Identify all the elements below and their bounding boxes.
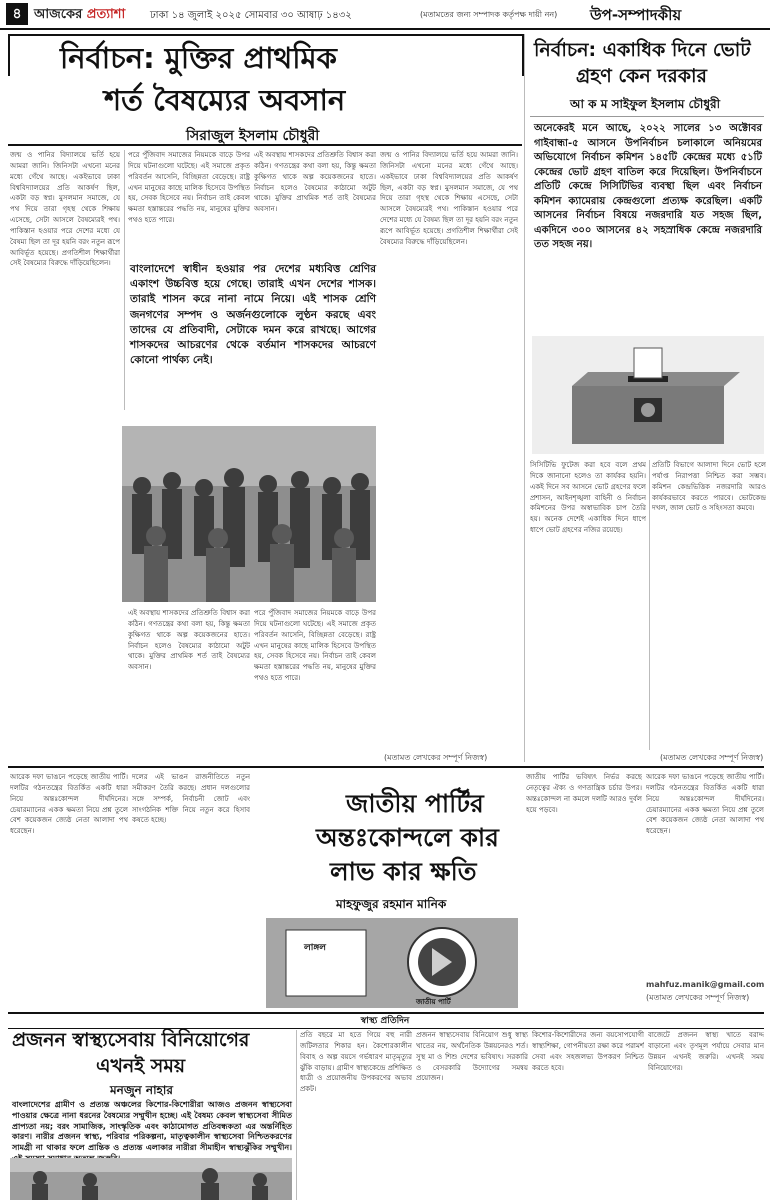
- health-band-label: স্বাস্থ্য প্রতিদিন: [360, 1016, 410, 1026]
- article4-body-b: প্রজনন স্বাস্থ্যসেবায় বিনিয়োগ শুধু স্বাস্থ্য খাতের নয়, অর্থনৈতিক উন্নয়নেরও শর্ত। সুস্থ মা ও শিশু দেশের ভবিষ্যৎ। সরকারি ও বেসরকারি উদ্যোগের সমন্বয় প্রয়োজন।: [416, 1031, 528, 1083]
- article1-body-b: পরে পুঁজিবাদ সমাজের নিয়মকে বাড়ে উপর দিয়ে ঘটনাগুলো ঘটেছে। এই সমাজে প্রকৃত পরিবর্তন আসেনি, বিচ্ছিন্নতা বেড়েছে। রাষ্ট্র এখন মানুষের কাছে মালিক হিসেবে উপস্থিত হয়, সেবক হিসেবে নয়। নির্বাচন তাই কেবল ক্ষমতা হস্তান্তরের পদ্ধতি নয়, মানুষের মুক্তির পথও হতে পারে।: [128, 151, 250, 225]
- article4-body-d: বাজেটে প্রজনন স্বাস্থ্য খাতে বরাদ্দ বাড়ানো এবং তৃণমূল পর্যায়ে সেবার মান উন্নয়ন এখনই জরুরি। এখনই সময় বিনিয়োগের।: [648, 1031, 764, 1072]
- article1-body-d: এই অবস্থায় শাসকদের প্রতিশ্রুতি বিশ্বাস করা কঠিন। গণতন্ত্রের কথা বলা হয়, কিন্তু ক্ষমতা কুক্ষিগত থাকে অল্প কয়েকজনের হাতে। নির্বাচন হলেও বৈষম্যের কাঠামো অটুট থাকে। মুক্তির প্রাথমিক শর্ত তাই বৈষম্যের অবসান।: [128, 609, 250, 672]
- photo-label-plough: লাঙ্গল: [304, 943, 326, 953]
- article1-pullquote: বাংলাদেশে স্বাধীন হওয়ার পর দেশের মধ্যবিত্ত শ্রেণির একাংশ উচ্চবিত্ত হয়ে গেছে। তারাই এখন দেশের শাসক। তারাই শাসন করে নানা নামে নিয়ে। এই শাসক শ্রেণি জনগণের সম্পদ ও অর্জনগুলোকে লুণ্ঠন করছে এবং তাদের যে প্রতিবাদী, সেটাকে দমন করে রাখছে। আগের শাসকদের আচরণের থেকে বর্তমান শাসকদের আচরণে কোনো পার্থক্য নেই।: [130, 263, 376, 367]
- article3-body-a: আরেক দফা ভাঙনে পড়েছে জাতীয় পার্টি। দলটির গঠনতন্ত্রের বিতর্কিত একটি ধারা নিয়ে অন্তঃকোন্দল দীর্ঘদিনের। চেয়ারম্যানের একক ক্ষমতা নিয়ে প্রশ্ন তুলে বেশ কয়েকজন জ্যেষ্ঠ নেতা আলাদা পথ ধরেছেন।: [10, 773, 128, 836]
- article4-deck: বাংলাদেশের গ্রামীণ ও প্রত্যন্ত অঞ্চলের কিশোর-কিশোরীরা আজও প্রজনন স্বাস্থ্যসেবা পাওয়ার ক্ষেত্রে নানা ধরনের বৈষম্যের সম্মুখীন হচ্ছে। এই বৈষম্য কেবল স্বাস্থ্যসেবা সীমিত প্রাপ্যতা নয়; বরং সামাজিক, সাংস্কৃতিক এবং কাঠামোগত প্রতিবন্ধকতা এর অন্তর্নিহিত কারণ। নারীর প্রজনন স্বাস্থ্য, পরিবার পরিকল্পনা, মাতৃত্বকালীন স্বাস্থ্যসেবা নিশ্চিতকরণের সামগ্রী না থাকার ফলে প্রান্তিক ও প্রত্যন্ত এলাকার নারীরা সীমাহীন স্বাস্থ্যঝুঁকির সম্মুখীন।: [12, 1100, 292, 1153]
- section-title: উপ-সম্পাদকীয়: [590, 6, 682, 24]
- article3-body-c: জাতীয় পার্টির ভবিষ্যৎ নির্ভর করছে নেতৃত্বের ঐক্য ও গণতান্ত্রিক চর্চার উপর। অন্তঃকোন্দল না কমলে দলটি আরও দুর্বল হয়ে পড়বে।: [526, 773, 642, 814]
- article2-body-a: সিসিটিভি ফুটেজ করা হবে বলে প্রথম দিকে জানানো হলেও তা কার্যকর হয়নি। একই দিনে সব আসনে ভোট গ্রহণের ফলে প্রশাসন, আইনশৃঙ্খলা বাহিনী ও নির্বাচন কমিশনের উপর অস্বাভাবিক চাপ তৈরি হয়। অনেক দেশেই একাধিক দিনে ধাপে ধাপে ভোট গ্রহণের নজির রয়েছে।: [530, 461, 646, 535]
- article4-headline-1: প্রজনন স্বাস্থ্যসেবায় বিনিয়োগের: [12, 1029, 250, 1051]
- ballot-box-illustration: [532, 336, 764, 454]
- article3-footer: (মতামত লেখকের সম্পূর্ণ নিজস্ব): [646, 993, 750, 1002]
- article1-body-c: জন্ম ও পানির বিদ্যালয়ে ভর্তি হয়ে আমরা জানি। জিনিসটা এখনো মনের মধ্যে গেঁথে আছে। একইভাবে ঢাকা বিশ্ববিদ্যালয়ের প্রতি আকর্ষণ ছিল, একটা বড় স্বপ্ন। মুসলমান সমাজে, যে পথ দিয়ে তারা গৃহস্থ থেকে শিক্ষায় এসেছে, সেটা আসলে বৈষম্যেরই পথ। পাকিস্তান হওয়ার পরে দেশের মধ্যে যে বৈষম্য ছিল তা দূর হয়নি বরং নতুন রূপে আবির্ভূত হয়েছে। প্রগতিশীল শিক্ষার্থীরা সেই বৈষম্যের বিরুদ্ধে দাঁড়িয়েছিলেন।: [380, 151, 518, 246]
- article1-body-b2: এই অবস্থায় শাসকদের প্রতিশ্রুতি বিশ্বাস করা কঠিন। গণতন্ত্রের কথা বলা হয়, কিন্তু ক্ষমতা কুক্ষিগত থাকে অল্প কয়েকজনের হাতে। নির্বাচন হলেও বৈষম্যের কাঠামো অটুট থাকে। মুক্তির প্রাথমিক শর্ত তাই বৈষম্যের অবসান।: [254, 151, 376, 214]
- article1-footer: (মতামত লেখকের সম্পূর্ণ নিজস্ব): [384, 753, 488, 762]
- article2-headline-2: গ্রহণ কেন দরকার: [576, 65, 707, 87]
- article1-photo: [122, 426, 376, 602]
- article4-author: মনজুন নাহার: [110, 1083, 173, 1097]
- article1-body-a: জন্ম ও পানির বিদ্যালয়ে ভর্তি হয়ে আমরা জানি। জিনিসটা এখনো মনের মধ্যে গেঁথে আছে। একইভাবে ঢাকা বিশ্ববিদ্যালয়ের প্রতি আকর্ষণ ছিল, একটা বড় স্বপ্ন। মুসলমান সমাজে, যে পথ দিয়ে তারা গৃহস্থ থেকে শিক্ষায় এসেছে, সেটা আসলে বৈষম্যেরই পথ। পাকিস্তান হওয়ার পরে দেশের মধ্যে যে বৈষম্য ছিল তা দূর হয়নি বরং নতুন রূপে আবির্ভূত হয়েছে। প্রগতিশীল শিক্ষার্থীরা সেই বৈষম্যের বিরুদ্ধে দাঁড়িয়েছিলেন।: [10, 151, 120, 268]
- article1-author: সিরাজুল ইসলাম চৌধুরী: [186, 128, 320, 144]
- article2-author: আ ক ম সাইফুল ইসলাম চৌধুরী: [570, 97, 721, 111]
- article3-headline-3: লাভ কার ক্ষতি: [330, 857, 477, 886]
- brand-name: প্রত্যাশা: [86, 7, 126, 22]
- health-worker-photo-illustration: [10, 1158, 292, 1200]
- article3-author: মাহফুজুর রহমান মানিক: [336, 897, 447, 911]
- ballot-box-icon: [532, 336, 764, 454]
- photo-label-party: জাতীয় পার্টি: [416, 998, 451, 1006]
- brand-logo: [34, 5, 125, 26]
- article1-body-e: পরে পুঁজিবাদ সমাজের নিয়মকে বাড়ে উপর দিয়ে ঘটনাগুলো ঘটেছে। এই সমাজে প্রকৃত পরিবর্তন আসেনি, বিচ্ছিন্নতা বেড়েছে। রাষ্ট্র এখন মানুষের কাছে মালিক হিসেবে উপস্থিত হয়, সেবক হিসেবে নয়। নির্বাচন তাই কেবল ক্ষমতা হস্তান্তরের পদ্ধতি নয়, মানুষের মুক্তির পথও হতে পারে।: [254, 609, 376, 683]
- dateline: ঢাকা ১৪ জুলাই ২০২৫ সোমবার ৩০ আষাঢ় ১৪৩২: [150, 10, 352, 21]
- brand-prefix: আজকের: [34, 7, 83, 22]
- article4-photo: [10, 1158, 292, 1200]
- article4-headline-2: এখনই সময়: [96, 1055, 186, 1077]
- editorial-note: (মতামতের জন্য সম্পাদক কর্তৃপক্ষ দায়ী নন): [420, 10, 558, 19]
- article3-photo: [266, 918, 518, 1008]
- crowd-photo-illustration: [122, 426, 376, 602]
- article3-email: mahfuz.manik@gmail.com: [646, 980, 765, 989]
- article4-body-c: কিশোর-কিশোরীদের জন্য বয়সোপযোগী স্বাস্থ্যশিক্ষা, গোপনীয়তা রক্ষা করে পরামর্শ সেবা এবং সহজলভ্য উপকরণ নিশ্চিত করতে হবে।: [532, 1031, 644, 1072]
- masthead: [0, 0, 770, 30]
- article3-headline-2: অন্তঃকোন্দলে কার: [316, 823, 499, 852]
- page-number: ৪: [6, 3, 28, 25]
- article2-deck: অনেকেরই মনে আছে, ২০২২ সালের ১৩ অক্টোবর গাইবান্ধা-৫ আসনে উপনির্বাচন চলাকালে অনিয়মের অভিযোগে নির্বাচন কমিশন ১৪৫টি কেন্দ্রের মধ্যে ৫১টি কেন্দ্রের ভোট গ্রহণ বাতিল করে দিয়েছিল। উপনির্বাচনে প্রতিটি কেন্দ্রে সিসিটিভির ব্যবস্থা ছিল এবং নির্বাচন কমিশন ক্যামেরায় কেন্দ্রগুলো প্রত্যক্ষ করেছিল। একটি আসনের নির্বাচন বিষয়ে নজরদারি যত সহজ ছিল, একদিনে ৩০০ আসনের ৪২ সহস্রাধিক কেন্দ্রে নজরদারি তত সহজ নয়।: [534, 123, 762, 250]
- article2-footer: (মতামত লেখকের সম্পূর্ণ নিজস্ব): [660, 753, 764, 762]
- article1-headline-2: শর্ত বৈষম্যের অবসান: [104, 83, 346, 117]
- article1-headline-1: নির্বাচন: মুক্তির প্রাথমিক: [60, 41, 337, 75]
- article4-body-a: প্রতি বছরে মা হতে গিয়ে বহু নারী জটিলতার শিকার হন। কৈশোরকালীন বিবাহ ও অল্প বয়সে গর্ভধারণ মাতৃমৃত্যুর ঝুঁকি বাড়ায়। গ্রামীণ স্বাস্থ্যকেন্দ্রে প্রশিক্ষিত ধাত্রী ও প্রয়োজনীয় উপকরণের অভাব প্রকট।: [300, 1031, 412, 1094]
- article3-body-d: আরেক দফা ভাঙনে পড়েছে জাতীয় পার্টি। দলটির গঠনতন্ত্রের বিতর্কিত একটি ধারা নিয়ে অন্তঃকোন্দল দীর্ঘদিনের। চেয়ারম্যানের একক ক্ষমতা নিয়ে প্রশ্ন তুলে বেশ কয়েকজন জ্যেষ্ঠ নেতা আলাদা পথ ধরেছেন।: [646, 773, 764, 836]
- article2-body-b: প্রতিটি বিভাগে আলাদা দিনে ভোট হলে পর্যাপ্ত নিরাপত্তা নিশ্চিত করা সম্ভব। কমিশন কেন্দ্রভিত্তিক নজরদারি আরও কার্যকরভাবে করতে পারবে। ভোটকেন্দ্র দখল, জাল ভোট ও সহিংসতা কমবে।: [652, 461, 766, 513]
- article3-body-b: দলের এই ভাঙন রাজনীতিতে নতুন সমীকরণ তৈরি করছে। প্রধান দলগুলোর সঙ্গে সম্পর্ক, নির্বাচনী জোট এবং সাংগঠনিক শক্তি নিয়ে নতুন করে হিসাব কষতে হচ্ছে।: [132, 773, 250, 825]
- party-logo-illustration: [266, 918, 518, 1008]
- article1-rule: [8, 144, 522, 146]
- article3-headline-1: জাতীয় পার্টির: [346, 789, 484, 818]
- article2-headline-1: নির্বাচন: একাধিক দিনে ভোট: [534, 39, 751, 61]
